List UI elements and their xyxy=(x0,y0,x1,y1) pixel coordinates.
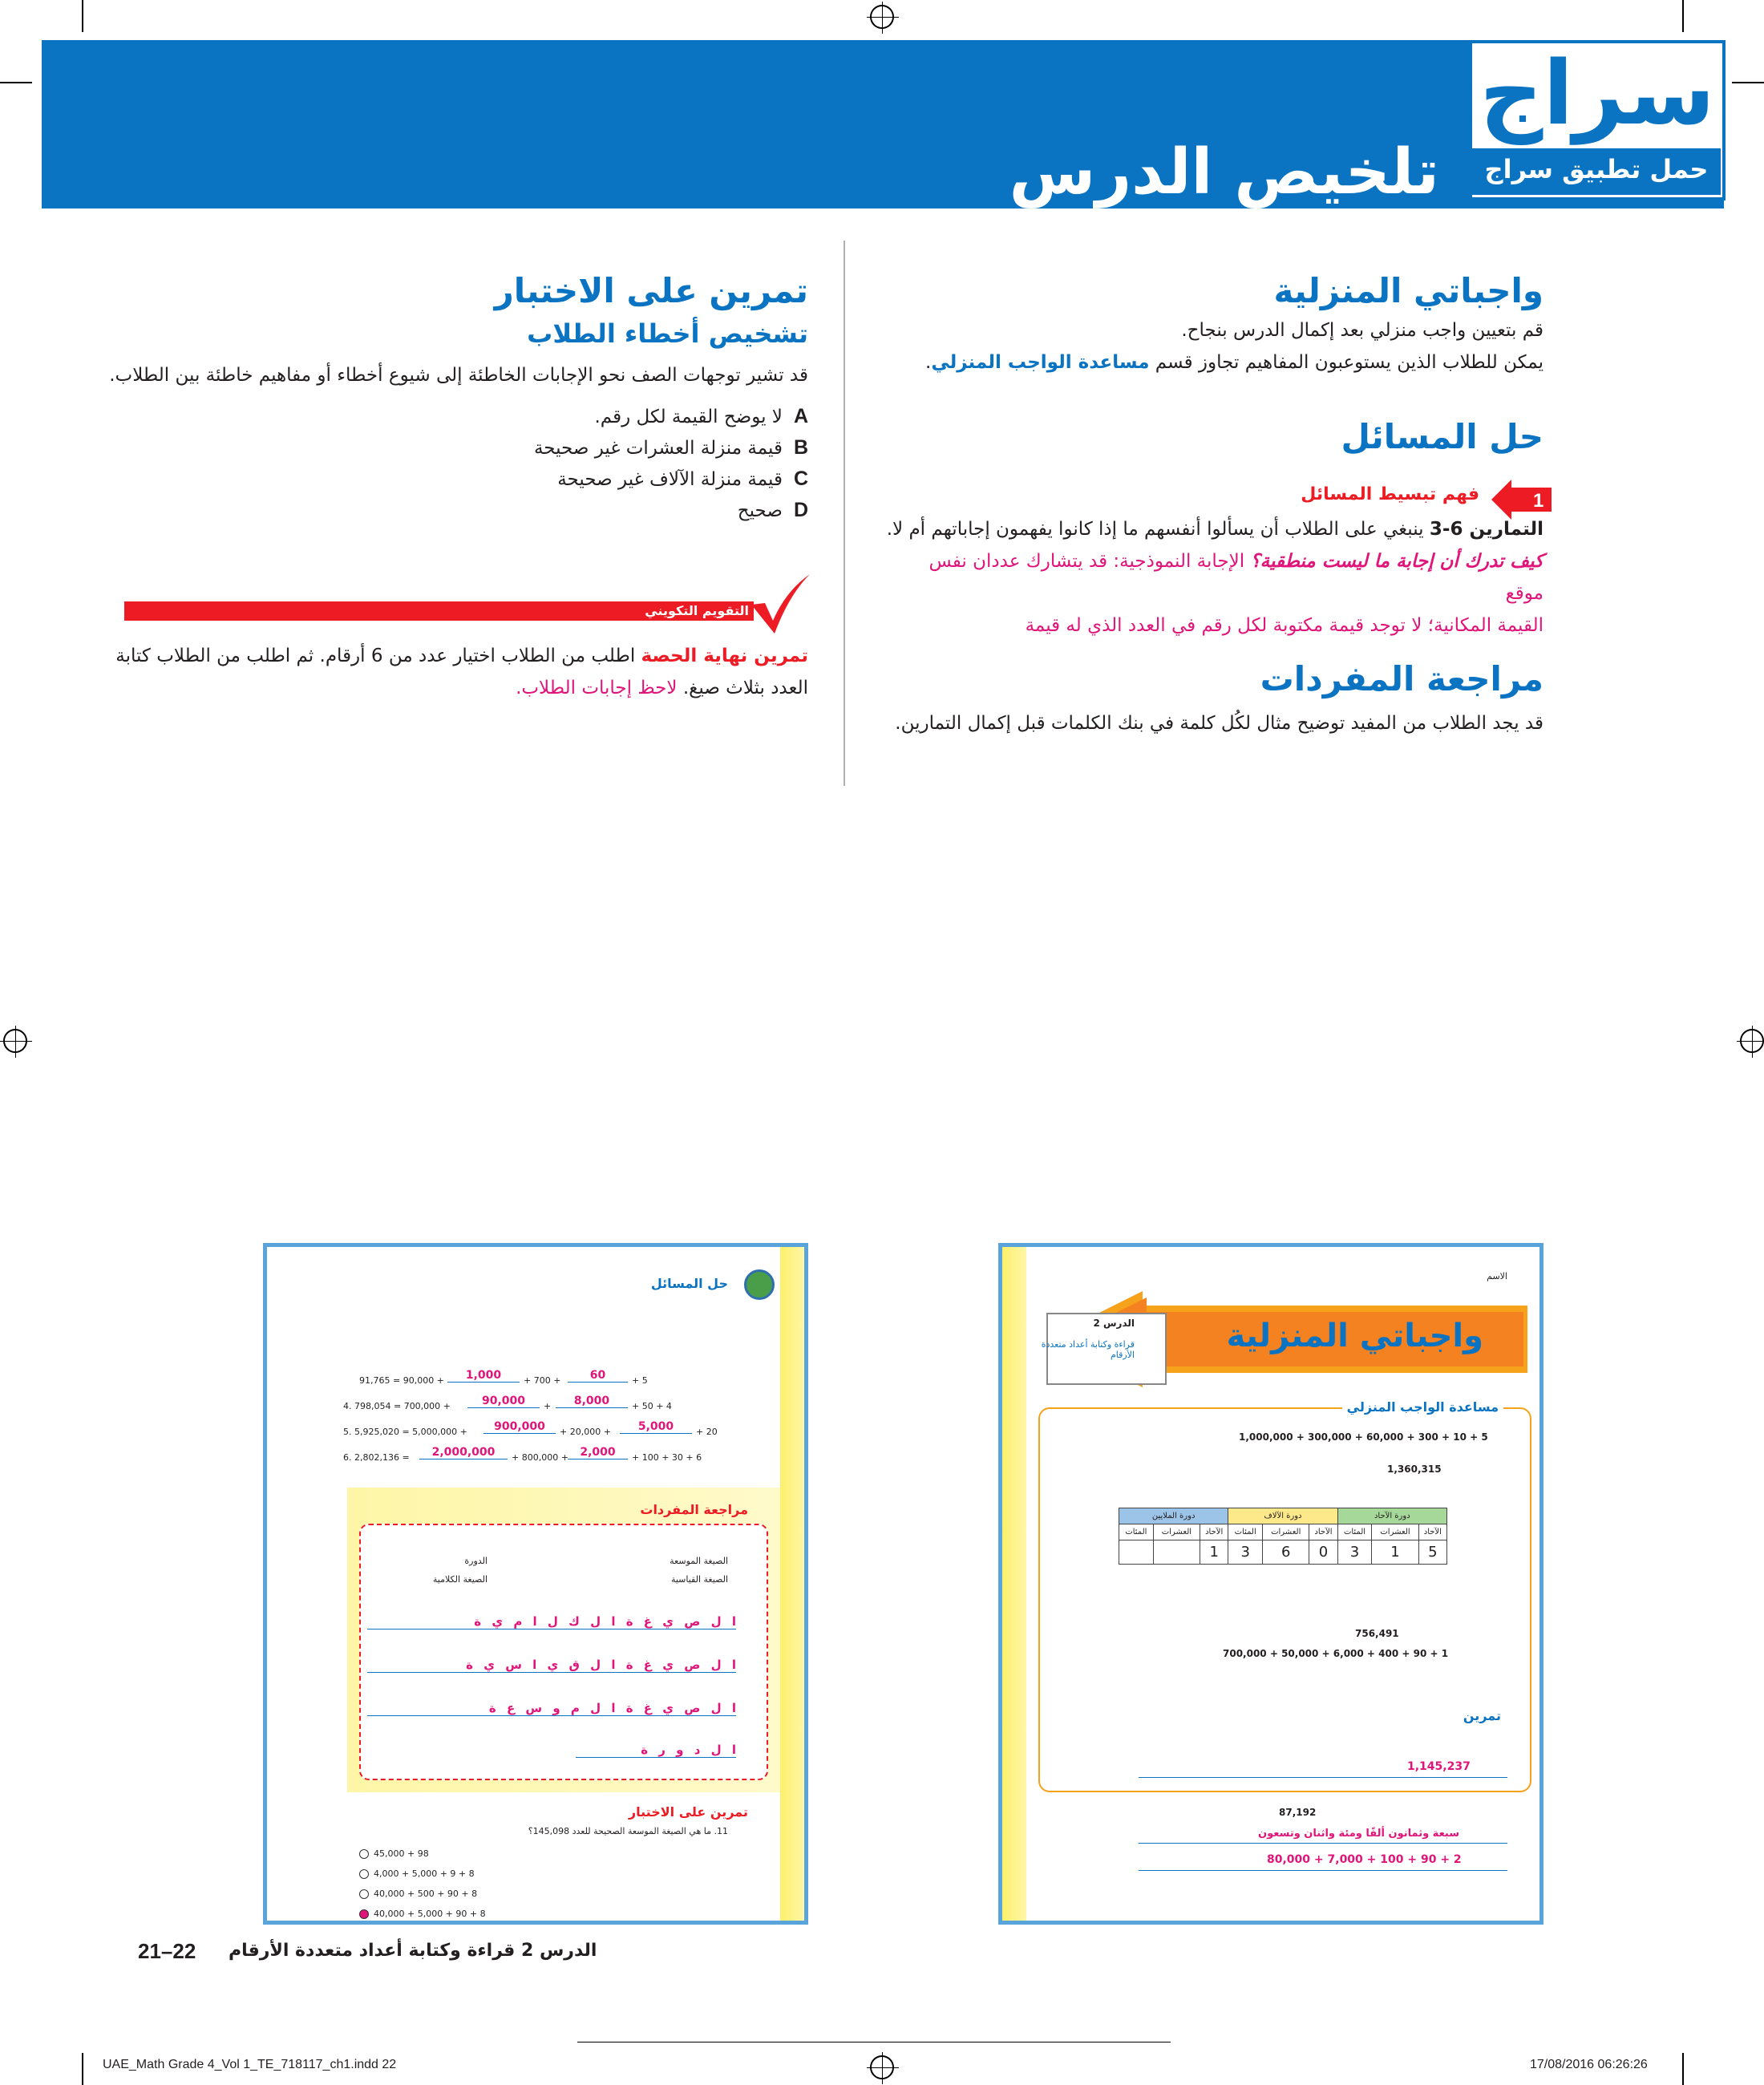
vocab-word: الصيغة القياسية xyxy=(670,1574,728,1585)
slug-date: 17/08/2016 06:26:26 xyxy=(1530,2058,1648,2071)
solve-paragraph xyxy=(886,513,1544,642)
option-letter: C xyxy=(793,468,808,490)
siraj-logo-text: سراج xyxy=(1479,42,1715,144)
solve-line xyxy=(886,513,1544,545)
exit-line xyxy=(87,640,808,672)
vocab-word: الصيغة الموسعة xyxy=(670,1556,728,1566)
table-digit: 6 xyxy=(1263,1540,1309,1565)
expansion-answer: 5,000 xyxy=(620,1420,692,1434)
diagnose-errors-heading: تشخيص أخطاء الطلاب xyxy=(527,318,808,349)
table-col-header: الآحاد xyxy=(1418,1524,1446,1540)
help-expression: 1,000,000 + 300,000 + 60,000 + 300 + 10 + 5 xyxy=(1239,1431,1488,1443)
slug-filename: UAE_Math Grade 4_Vol 1_TE_718117_ch1.indd 22 xyxy=(103,2058,397,2071)
test-question: 11. ما هي الصيغة الموسعة الصحيحة للعدد 145,098؟ xyxy=(528,1826,728,1836)
answer-option xyxy=(534,464,808,495)
vocabulary-paragraph: قد يجد الطلاب من المفيد توضيح مثال لكُل كلمة في بنك الكلمات قبل إكمال التمارين. xyxy=(895,713,1544,734)
answer-option xyxy=(534,432,808,464)
table-digit: 3 xyxy=(1337,1540,1372,1565)
radio-selected-icon xyxy=(359,1909,369,1919)
table-col-header: العشرات xyxy=(1153,1524,1200,1540)
registration-mark-icon xyxy=(3,1029,27,1053)
table-digit: 5 xyxy=(1418,1540,1446,1565)
expansion-line: + 700 + xyxy=(524,1375,561,1386)
option-text: صحيح xyxy=(737,500,783,521)
test-option-text: 40,000 + 500 + 90 + 8 xyxy=(374,1889,478,1899)
practice-heading: تمرين xyxy=(1463,1708,1501,1723)
vocab-heading: مراجعة المفردات xyxy=(640,1502,748,1517)
expansion-answer: 1,000 xyxy=(447,1369,520,1383)
expansion-line: + xyxy=(544,1401,552,1411)
option-letter: D xyxy=(793,499,808,521)
table-col-header: الآحاد xyxy=(1200,1524,1228,1540)
table-digit xyxy=(1153,1540,1200,1565)
expansion-answer: 2,000,000 xyxy=(419,1446,508,1460)
test-option xyxy=(359,1909,486,1919)
solve-line: القيمة المكانية؛ لا توجد قيمة مكتوبة لكل رقم في العدد الذي له قيمة xyxy=(1025,615,1544,636)
solve-answer: الإجابة النموذجية: قد يتشارك عددان نفس موقع xyxy=(929,551,1544,604)
homework-heading: واجباتي المنزلية xyxy=(1273,271,1544,310)
homework-help-title: مساعدة الواجب المنزلي xyxy=(1342,1399,1503,1415)
exercises-label: التمارين 6-3 xyxy=(1429,519,1544,540)
answer-option xyxy=(534,495,808,526)
vocab-answer-row: ا ل ص ي غ ة ا ل ك ل ا م ي ة xyxy=(367,1614,736,1630)
option-text: قيمة منزلة الآلاف غير صحيحة xyxy=(557,469,783,490)
homework-banner-title: واجباتي المنزلية xyxy=(1226,1318,1483,1354)
diagnose-paragraph: قد تشير توجهات الصف نحو الإجابات الخاطئة إلى شيوع أخطاء أو مفاهيم خاطئة بين الطلاب. xyxy=(109,365,808,386)
problem-solving-page-thumbnail xyxy=(263,1243,808,1925)
question-2-number: 87,192 xyxy=(1279,1807,1317,1818)
test-option xyxy=(359,1868,475,1879)
homework-line: قم بتعيين واجب منزلي بعد إكمال الدرس بنجاح. xyxy=(1181,320,1544,341)
exit-text: العدد بثلاث صيغ. xyxy=(677,678,808,698)
option-letter: A xyxy=(793,405,808,427)
expansion-line: 91,765 = 90,000 + xyxy=(359,1375,444,1386)
lesson-summary-title: تلخيص الدرس xyxy=(1009,136,1439,208)
test-option-text: 4,000 + 5,000 + 9 + 8 xyxy=(374,1868,475,1879)
crop-mark xyxy=(1732,82,1764,83)
footer-lesson-title: الدرس 2 قراءة وكتابة أعداد متعددة الأرقام xyxy=(229,1941,597,1961)
expansion-answer: 2,000 xyxy=(568,1446,628,1460)
option-text: لا يوضح القيمة لكل رقم. xyxy=(594,407,783,427)
table-col-header: المئات xyxy=(1228,1524,1263,1540)
place-value-table xyxy=(1119,1508,1447,1565)
homework-line xyxy=(886,346,1544,379)
solve-text: ينبغي على الطلاب أن يسألوا أنفسهم ما إذا كانوا يفهمون إجاباتهم أم لا. xyxy=(886,519,1430,540)
radio-option-icon xyxy=(359,1849,369,1859)
expansion-line: + 20 xyxy=(696,1427,718,1437)
crop-mark xyxy=(0,82,32,83)
page-number: 21–22 xyxy=(138,1939,196,1963)
vocabulary-review-heading: مراجعة المفردات xyxy=(1260,659,1544,698)
vocab-answer-row: ا ل د و ر ة xyxy=(576,1743,736,1758)
answer-option xyxy=(534,401,808,432)
expansion-line: + 100 + 30 + 6 xyxy=(632,1452,702,1463)
expansion-answer: 8,000 xyxy=(556,1395,628,1408)
registration-mark-icon xyxy=(870,5,894,29)
registration-mark-icon xyxy=(1740,1029,1764,1053)
homework-page-thumbnail xyxy=(998,1243,1544,1925)
table-col-header: المئات xyxy=(1337,1524,1372,1540)
radio-option-icon xyxy=(359,1869,369,1879)
answer-options xyxy=(534,401,808,526)
crop-mark xyxy=(82,2053,83,2085)
homework-help-emphasis: مساعدة الواجب المنزلي xyxy=(931,352,1150,373)
table-col-header: الآحاد xyxy=(1309,1524,1337,1540)
vocab-answer-row: ا ل ص ي غ ة ا ل م و س ع ة xyxy=(367,1701,736,1716)
solve-heading: حل المسائل xyxy=(650,1276,728,1291)
yellow-margin xyxy=(780,1247,804,1921)
expansion-line: 4. 798,054 = 700,000 + xyxy=(343,1401,451,1411)
checkmark-icon xyxy=(747,571,811,635)
table-digit xyxy=(1119,1540,1154,1565)
example-expression: 700,000 + 50,000 + 6,000 + 400 + 90 + 1 xyxy=(1223,1648,1449,1659)
solve-line xyxy=(886,545,1544,609)
expansion-line: + 20,000 + xyxy=(560,1427,611,1437)
exit-note: لاحظ إجابات الطلاب. xyxy=(516,678,678,698)
expansion-answer: 900,000 xyxy=(483,1420,556,1434)
table-group-header: دورة الآحاد xyxy=(1337,1508,1446,1524)
exit-text: اطلب من الطلاب اختيار عدد من 6 أرقام. ثم اطلب من الطلاب كتابة xyxy=(115,646,641,666)
name-label: الاسم xyxy=(1487,1271,1507,1281)
expansion-line: 6. 2,802,136 = xyxy=(343,1452,410,1463)
siraj-logo-subtitle: حمل تطبيق سراج xyxy=(1484,154,1709,184)
lesson-badge-title: الدرس 2 xyxy=(1093,1318,1135,1329)
crop-mark xyxy=(1682,2053,1684,2085)
formative-assessment-label: التقويم التكويني xyxy=(645,603,749,618)
exit-ticket-paragraph xyxy=(87,640,808,704)
option-letter: B xyxy=(793,436,808,459)
expansion-line: + 800,000 + xyxy=(512,1452,568,1463)
arrow-label: فهم تبسيط المسائل xyxy=(1301,484,1479,504)
table-group-header: دورة الآلاف xyxy=(1228,1508,1337,1524)
table-col-header: العشرات xyxy=(1263,1524,1309,1540)
arrow-number: 1 xyxy=(1533,490,1544,512)
vocab-answer-row: ا ل ص ي غ ة ا ل ق ي ا س ي ة xyxy=(367,1658,736,1673)
expansion-answer: 60 xyxy=(568,1369,628,1383)
expansion-answer: 90,000 xyxy=(467,1395,540,1408)
homework-paragraph xyxy=(886,314,1544,379)
expansion-line: + 50 + 4 xyxy=(632,1401,672,1411)
table-digit: 3 xyxy=(1228,1540,1263,1565)
column-divider xyxy=(844,241,845,786)
radio-option-icon xyxy=(359,1889,369,1899)
option-text: قيمة منزلة العشرات غير صحيحة xyxy=(533,438,783,459)
test-option-text: 40,000 + 5,000 + 90 + 8 xyxy=(374,1909,486,1919)
homework-help-box xyxy=(1038,1407,1531,1792)
test-option-text: 45,000 + 98 xyxy=(374,1848,429,1859)
homework-text: يمكن للطلاب الذين يستوعبون المفاهيم تجاوز قسم xyxy=(1149,352,1544,373)
answer-2-words: سبعة وثمانون ألفًا ومئة واثنان وتسعون xyxy=(1258,1828,1459,1840)
example-number: 756,491 xyxy=(1355,1628,1399,1639)
test-option xyxy=(359,1848,429,1859)
test-practice-thumb-heading: تمرين على الاختبار xyxy=(628,1804,748,1820)
solve-question: كيف تدرك أن إجابة ما ليست منطقية؟ xyxy=(1250,551,1544,572)
table-digit: 0 xyxy=(1309,1540,1337,1565)
vocab-word: الصيغة الكلامية xyxy=(432,1574,488,1585)
crop-mark xyxy=(1682,0,1684,32)
exit-line xyxy=(87,672,808,704)
vocab-word: الدورة xyxy=(464,1556,488,1566)
registration-mark-icon xyxy=(870,2055,894,2079)
solve-problems-heading: حل المسائل xyxy=(1341,417,1544,456)
crop-mark xyxy=(82,0,83,32)
table-col-header: العشرات xyxy=(1372,1524,1418,1540)
table-digit: 1 xyxy=(1200,1540,1228,1565)
exit-ticket-label: تمرين نهاية الحصة xyxy=(641,646,808,666)
expansion-line: 5. 5,925,020 = 5,000,000 + xyxy=(343,1427,467,1437)
test-practice-heading: تمرين على الاختبار xyxy=(494,271,808,310)
answer-1: 1,145,237 xyxy=(1407,1760,1471,1773)
globe-icon xyxy=(744,1269,775,1300)
answer-2-expression: 80,000 + 7,000 + 100 + 90 + 2 xyxy=(1267,1853,1462,1866)
lesson-badge-subtitle: قراءة وكتابة أعداد متعددة الأرقام xyxy=(1041,1339,1135,1360)
table-col-header: المئات xyxy=(1119,1524,1154,1540)
homework-text: . xyxy=(925,352,932,373)
help-standard-form: 1,360,315 xyxy=(1387,1464,1442,1475)
expansion-line: + 5 xyxy=(632,1375,648,1386)
test-option xyxy=(359,1889,477,1899)
table-group-header: دورة الملايين xyxy=(1119,1508,1228,1524)
table-digit: 1 xyxy=(1372,1540,1418,1565)
